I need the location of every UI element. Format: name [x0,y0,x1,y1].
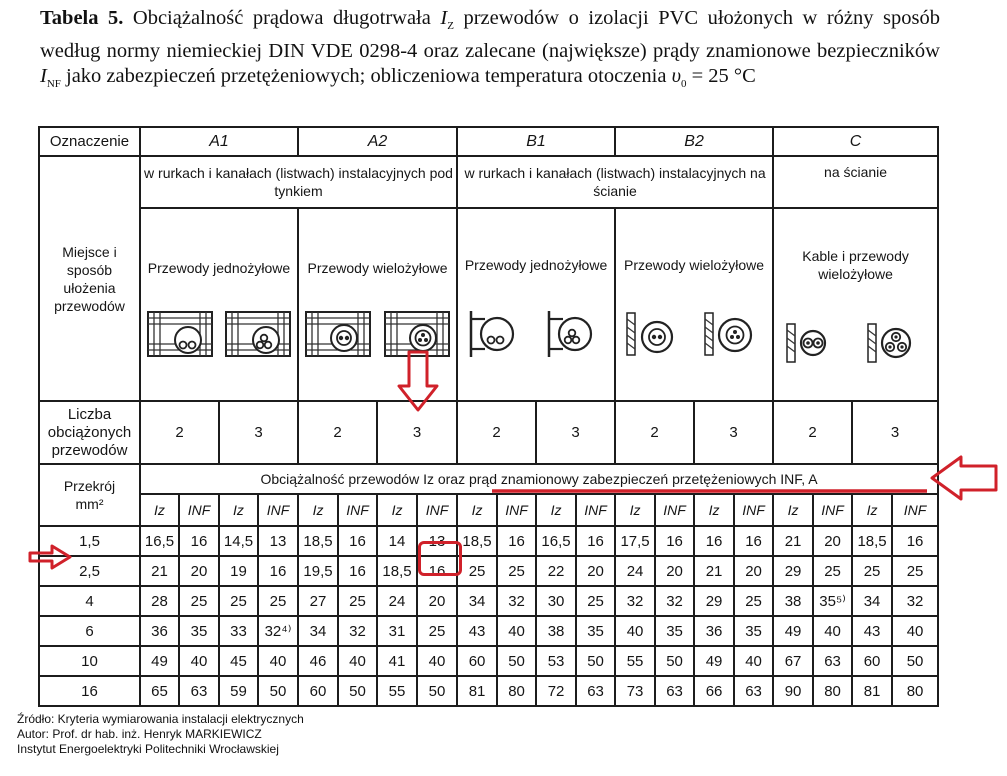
iz-value-cell: 25 [852,556,892,586]
count-cell: 3 [852,401,938,464]
iz-value-cell: 18,5 [852,526,892,556]
iz-value-cell: 16,5 [140,526,179,556]
author-line: Autor: Prof. dr hab. inż. Henryk MARKIEWICZ [17,727,262,741]
iz-value-cell: 41 [377,646,417,676]
inf-value-cell: 13 [258,526,298,556]
capacity-title-row [39,464,938,494]
section-cell: 10 [39,646,140,676]
wire-type-label: Przewody wielożyłowe [307,260,448,276]
inf-value-cell: 63 [576,676,615,706]
inf-symbol-header: INF [179,494,219,526]
conduit-plaster-2-single-icon [146,310,214,358]
institute-line: Instytut Energoelektryki Politechniki Wrocławskiej [17,742,279,756]
inf-value-cell: 50 [655,646,694,676]
inf-value-cell: 16 [417,556,457,586]
iz-value-cell: 53 [536,646,576,676]
iz-value-cell: 81 [457,676,497,706]
wire-type-b1 [457,208,615,401]
section-label-unit: mm² [75,496,104,512]
source-line: Źródło: Kryteria wymiarowania instalacji elektrycznych [17,712,304,726]
caption-text-1: Obciążalność prądowa długotrwała [123,7,441,29]
place-label: Miejsce i sposób ułożenia przewodów [39,156,140,401]
conduit-plaster-multicore-2-icon [304,310,372,358]
iz-value-cell: 19 [219,556,258,586]
wire-type-label: Przewody jednożyłowe [464,257,608,273]
designation-label: Oznaczenie [39,127,140,156]
iz-symbol-header: Iz [773,494,813,526]
inf-value-cell: 32 [892,586,938,616]
wire-type-c [773,208,938,401]
iz-value-cell: 16,5 [536,526,576,556]
iz-value-cell: 81 [852,676,892,706]
inf-symbol-header: INF [576,494,615,526]
iz-symbol-header: Iz [298,494,338,526]
inf-value-cell: 20 [734,556,773,586]
inf-value-cell: 63 [179,676,219,706]
iz-value-cell: 21 [140,556,179,586]
inf-value-cell: 63 [813,646,852,676]
inf-value-cell: 80 [813,676,852,706]
iz-value-cell: 60 [298,676,338,706]
iz-value-cell: 49 [773,616,813,646]
inf-symbol-header: INF [655,494,694,526]
iz-value-cell: 36 [140,616,179,646]
inf-value-cell: 40 [734,646,773,676]
arrow-left-icon [932,457,996,499]
inf-value-cell: 25 [417,616,457,646]
iz-value-cell: 17,5 [615,526,655,556]
caption-lead: Tabela 5. [40,7,124,29]
iz-value-cell: 34 [457,586,497,616]
iz-value-cell: 60 [852,646,892,676]
inf-value-cell: 20 [179,556,219,586]
iz-value-cell: 36 [694,616,734,646]
inf-value-cell: 16 [338,556,377,586]
theta-symbol: υ [671,65,681,88]
inf-value-cell: 32 [338,616,377,646]
inf-value-cell: 40 [258,646,298,676]
iz-value-cell: 18,5 [298,526,338,556]
wire-type-a2 [298,208,457,401]
wire-type-label: Przewody jednożyłowe [147,260,291,276]
wire-type-row [39,208,938,401]
inf-value-cell: 40 [813,616,852,646]
inf-value-cell: 25 [734,586,773,616]
iz-value-cell: 25 [219,586,258,616]
table-row [39,556,938,586]
inf-symbol-header: INF [813,494,852,526]
symbol-row [39,494,938,526]
iz-value-cell: 59 [219,676,258,706]
iz-value-cell: 43 [852,616,892,646]
conduit-plaster-multicore-3-icon [383,310,451,358]
iz-value-cell: 14,5 [219,526,258,556]
iz-value-cell: 34 [852,586,892,616]
inf-value-cell: 50 [497,646,536,676]
inf-value-cell: 25 [576,586,615,616]
iz-value-cell: 29 [694,586,734,616]
inf-value-cell: 80 [497,676,536,706]
iz-value-cell: 21 [773,526,813,556]
iz-value-cell: 38 [536,616,576,646]
inf-value-cell: 20 [576,556,615,586]
inf-value-cell: 63 [655,676,694,706]
count-cell: 3 [694,401,773,464]
wire-type-label: Przewody wielożyłowe [624,257,765,273]
iz-value-cell: 27 [298,586,338,616]
section-label-text: Przekrój [63,478,116,494]
iz-value-cell: 33 [219,616,258,646]
iz-value-cell: 38 [773,586,813,616]
iz-symbol-header: Iz [852,494,892,526]
inf-symbol: I [40,65,47,88]
inf-value-cell: 16 [497,526,536,556]
iz-value-cell: 32 [615,586,655,616]
wire-type-label: Kable i przewody wielożyłowe [802,248,909,282]
iz-value-cell: 21 [694,556,734,586]
inf-value-cell: 20 [813,526,852,556]
table-row [39,676,938,706]
iz-symbol-header: Iz [219,494,258,526]
inf-value-cell: 16 [179,526,219,556]
inf-value-cell: 50 [338,676,377,706]
iz-value-cell: 18,5 [377,556,417,586]
wall-conduit-multicore-3-icon [703,307,763,361]
iz-value-cell: 24 [615,556,655,586]
group-c: C [773,127,938,156]
ampacity-table [38,126,939,707]
theta-subscript: 0 [681,78,687,91]
wire-type-a1 [140,208,298,401]
placement-under-plaster: w rurkach i kanałach (listwach) instalacyjnych pod tynkiem [140,156,457,208]
iz-value-cell: 90 [773,676,813,706]
iz-value-cell: 28 [140,586,179,616]
inf-value-cell: 40 [892,616,938,646]
inf-value-cell: 40 [417,646,457,676]
iz-value-cell: 22 [536,556,576,586]
inf-value-cell: 40 [497,616,536,646]
iz-value-cell: 18,5 [457,526,497,556]
inf-value-cell: 16 [655,526,694,556]
inf-value-cell: 16 [576,526,615,556]
data-body [39,526,938,706]
inf-value-cell: 50 [576,646,615,676]
iz-value-cell: 31 [377,616,417,646]
table-caption [40,6,940,97]
group-b2: B2 [615,127,773,156]
section-cell: 6 [39,616,140,646]
iz-symbol-header: Iz [377,494,417,526]
iz-value-cell: 49 [694,646,734,676]
section-cell: 4 [39,586,140,616]
inf-value-cell: 16 [338,526,377,556]
section-cell: 2,5 [39,556,140,586]
inf-value-cell: 32 [497,586,536,616]
inf-symbol-header: INF [417,494,457,526]
iz-value-cell: 40 [615,616,655,646]
inf-value-cell: 50 [417,676,457,706]
inf-value-cell: 16 [892,526,938,556]
wall-conduit-2-single-icon [467,307,527,361]
iz-symbol-header: Iz [615,494,655,526]
inf-symbol-header: INF [892,494,938,526]
inf-value-cell: 35 [655,616,694,646]
section-cell: 1,5 [39,526,140,556]
iz-value-cell: 55 [615,646,655,676]
group-a1: A1 [140,127,298,156]
inf-symbol-header: INF [338,494,377,526]
iz-value-cell: 66 [694,676,734,706]
wall-conduit-multicore-2-icon [625,307,685,361]
iz-value-cell: 55 [377,676,417,706]
inf-value-cell: 50 [258,676,298,706]
inf-value-cell: 25 [813,556,852,586]
inf-value-cell: 25 [497,556,536,586]
inf-value-cell: 40 [338,646,377,676]
inf-symbol-header: INF [497,494,536,526]
inf-value-cell: 32⁴⁾ [258,616,298,646]
inf-value-cell: 25 [338,586,377,616]
table-row [39,616,938,646]
iz-value-cell: 49 [140,646,179,676]
inf-value-cell: 80 [892,676,938,706]
iz-value-cell: 19,5 [298,556,338,586]
table-row [39,586,938,616]
count-cell: 3 [377,401,457,464]
table-row [39,526,938,556]
inf-value-cell: 20 [417,586,457,616]
placement-row [39,156,938,208]
inf-value-cell: 25 [258,586,298,616]
iz-value-cell: 46 [298,646,338,676]
highlight-box [418,541,462,576]
iz-value-cell: 60 [457,646,497,676]
iz-subscript: Z [447,20,454,33]
iz-value-cell: 24 [377,586,417,616]
placement-on-wall: na ścianie [773,156,938,208]
iz-value-cell: 14 [377,526,417,556]
count-cell: 2 [140,401,219,464]
count-label: Liczba obciążonych przewodów [39,401,140,464]
count-row [39,401,938,464]
inf-value-cell: 13 [417,526,457,556]
iz-value-cell: 43 [457,616,497,646]
inf-value-cell: 35 [576,616,615,646]
section-cell: 16 [39,676,140,706]
inf-value-cell: 25 [892,556,938,586]
capacity-title: Obciążalność przewodów Iz oraz prąd znamionowy zabezpieczeń przetężeniowych INF, A [140,464,938,494]
iz-value-cell: 25 [457,556,497,586]
inf-symbol-header: INF [258,494,298,526]
wall-cable-3-icon [866,316,926,370]
inf-value-cell: 25 [179,586,219,616]
iz-value-cell: 30 [536,586,576,616]
iz-symbol-header: Iz [536,494,576,526]
caption-text-3: jako zabezpieczeń przetężeniowych; obliczeniowa temperatura otoczenia [60,65,672,88]
count-cell: 2 [298,401,377,464]
inf-symbol-header: INF [734,494,773,526]
inf-value-cell: 16 [734,526,773,556]
count-cell: 3 [219,401,298,464]
inf-value-cell: 35 [179,616,219,646]
table-row [39,646,938,676]
iz-value-cell: 67 [773,646,813,676]
count-cell: 2 [457,401,536,464]
iz-value-cell: 45 [219,646,258,676]
wire-type-b2 [615,208,773,401]
inf-value-cell: 35 [734,616,773,646]
placement-on-wall-conduit: w rurkach i kanałach (listwach) instalacyjnych na ścianie [457,156,773,208]
inf-value-cell: 32 [655,586,694,616]
group-b1: B1 [457,127,615,156]
inf-value-cell: 63 [734,676,773,706]
iz-value-cell: 34 [298,616,338,646]
iz-value-cell: 73 [615,676,655,706]
inf-value-cell: 20 [655,556,694,586]
caption-text-2: przewodów o izolacji PVC ułożonych w różny sposób według normy niemieckiej DIN VDE 0298-4 oraz zalecane (największe) prądy znamionowe bezpieczników [40,7,940,63]
inf-value-cell: 16 [258,556,298,586]
wall-conduit-3-single-icon [545,307,605,361]
inf-value-cell: 40 [179,646,219,676]
iz-symbol: I [440,7,448,29]
section-label [39,464,140,526]
source-footer [17,712,304,757]
iz-symbol-header: Iz [694,494,734,526]
iz-value-cell: 65 [140,676,179,706]
header-row [39,127,938,156]
wall-cable-2-icon [785,316,845,370]
caption-text-4: = 25 °C [686,65,756,88]
iz-symbol-header: Iz [140,494,179,526]
inf-value-cell: 50 [892,646,938,676]
count-cell: 2 [615,401,694,464]
iz-value-cell: 72 [536,676,576,706]
iz-symbol-header: Iz [457,494,497,526]
inf-value-cell: 35⁵⁾ [813,586,852,616]
count-cell: 2 [773,401,852,464]
conduit-plaster-3-single-icon [224,310,292,358]
count-cell: 3 [536,401,615,464]
group-a2: A2 [298,127,457,156]
inf-subscript: NF [46,78,61,91]
iz-value-cell: 16 [694,526,734,556]
iz-value-cell: 29 [773,556,813,586]
